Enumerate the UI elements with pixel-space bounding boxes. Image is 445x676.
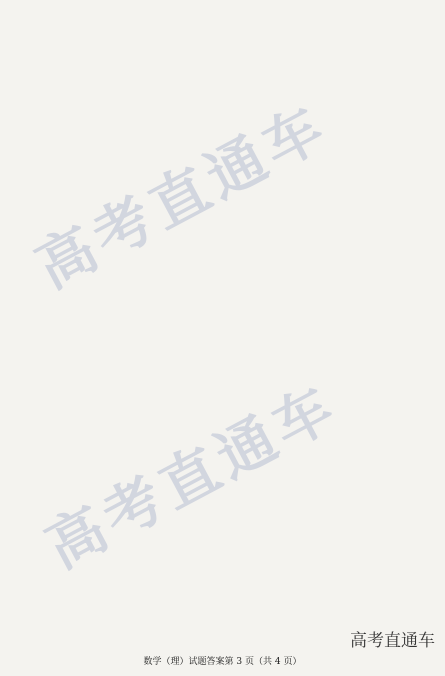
watermark-lower: 高考直通车	[35, 371, 350, 582]
corner-watermark: 高考直通车	[350, 631, 435, 651]
watermark-upper: 高考直通车	[25, 91, 340, 302]
page-footer: 数学（理）试题答案第 3 页（共 4 页）	[143, 657, 302, 667]
